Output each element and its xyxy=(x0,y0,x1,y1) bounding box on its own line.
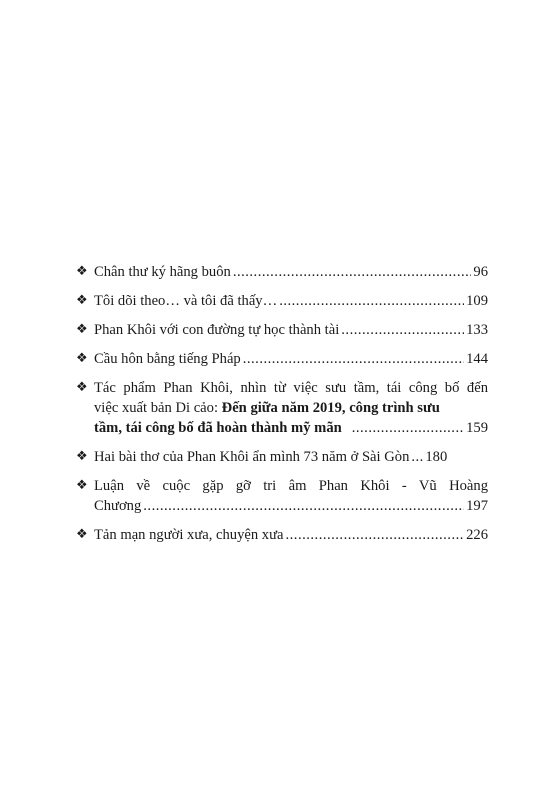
toc-entry xyxy=(76,262,488,282)
dot-leader xyxy=(352,418,464,438)
dot-leader xyxy=(143,496,464,516)
toc-entry xyxy=(76,525,488,545)
toc-entry-title-bold: Đến giữa năm 2019, công trình sưu xyxy=(221,400,440,416)
toc-entry xyxy=(76,476,488,516)
toc-entry-page: 180 xyxy=(425,449,448,465)
dot-leader xyxy=(279,291,464,311)
toc-entry xyxy=(76,447,488,467)
toc-entry-title-plain: việc xuất bản Di cảo: xyxy=(94,400,222,416)
toc-entry-page: 133 xyxy=(466,322,488,338)
diamond-bullet-icon: ❖ xyxy=(76,264,88,279)
toc-entry-page: 226 xyxy=(466,527,488,543)
toc-entry-title: Tản mạn người xưa, chuyện xưa xyxy=(94,527,284,543)
toc-entry xyxy=(76,291,488,311)
toc-entry-title: Hai bài thơ của Phan Khôi ẩn mình 73 năm ở Sài Gòn xyxy=(94,449,410,465)
dot-leader xyxy=(243,349,464,369)
toc-entry xyxy=(76,378,488,438)
toc-entry-title-line xyxy=(94,398,488,418)
toc-entry-title: Chân thư ký hãng buôn xyxy=(94,264,231,280)
diamond-bullet-icon: ❖ xyxy=(76,293,88,308)
toc-entry-title-line: Chương xyxy=(94,498,142,514)
toc-entry-title: Phan Khôi với con đường tự học thành tài xyxy=(94,322,340,338)
dot-leader xyxy=(286,525,465,545)
toc-entry-page: 197 xyxy=(466,498,488,514)
dot-leader xyxy=(341,320,464,340)
diamond-bullet-icon: ❖ xyxy=(76,380,88,395)
dot-leader xyxy=(233,262,472,282)
toc-entry xyxy=(76,349,488,369)
toc-entry-title: Tôi dõi theo… và tôi đã thấy… xyxy=(94,293,278,309)
toc-entry-page: 144 xyxy=(466,351,488,367)
diamond-bullet-icon: ❖ xyxy=(76,351,88,366)
diamond-bullet-icon: ❖ xyxy=(76,527,88,542)
toc-entry xyxy=(76,320,488,340)
toc-entry-page: 96 xyxy=(473,264,488,280)
toc-entry-title-line: Tác phẩm Phan Khôi, nhìn từ việc sưu tầm, tái công bố đến xyxy=(94,380,488,396)
toc-entry-page: 159 xyxy=(466,420,488,436)
toc-entry-page: 109 xyxy=(466,293,488,309)
toc-entry-title: Cầu hôn bằng tiếng Pháp xyxy=(94,351,241,367)
diamond-bullet-icon: ❖ xyxy=(76,322,88,337)
toc-entry-title-bold: tầm, tái công bố đã hoàn thành mỹ mãn xyxy=(94,420,342,436)
diamond-bullet-icon: ❖ xyxy=(76,478,88,493)
table-of-contents xyxy=(76,262,488,554)
toc-entry-title-line: Luận về cuộc gặp gỡ tri âm Phan Khôi - Vũ Hoàng xyxy=(94,478,488,494)
diamond-bullet-icon: ❖ xyxy=(76,449,88,464)
dot-leader xyxy=(411,447,423,467)
